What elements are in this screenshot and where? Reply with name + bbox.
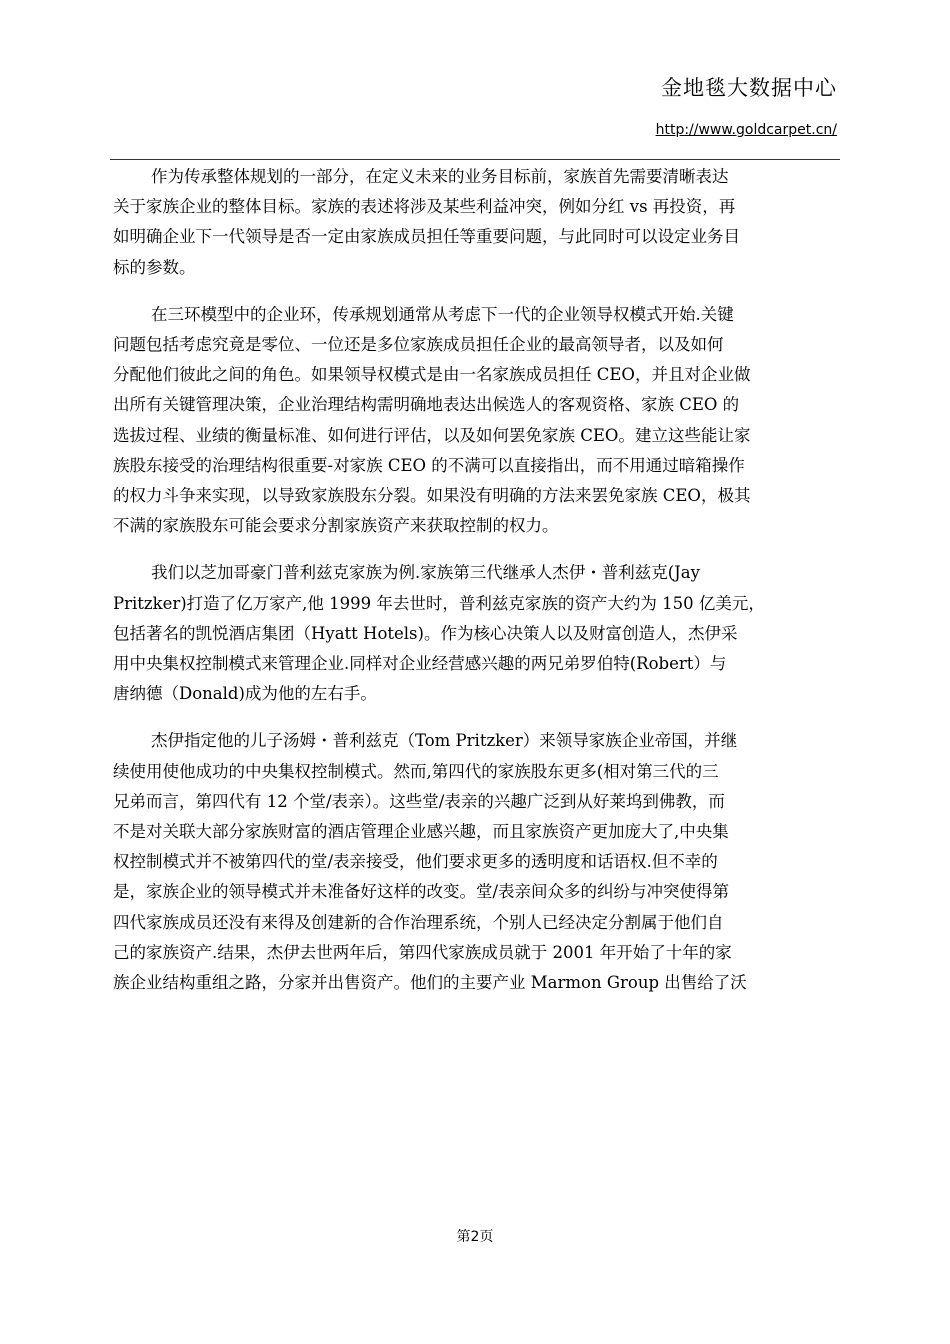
paragraph-line: 出所有关键管理决策，企业治理结构需明确地表达出候选人的客观资格、家族 CEO 的 <box>113 395 740 415</box>
header-title: 金地毯大数据中心 <box>661 76 837 100</box>
paragraph-line: 用中央集权控制模式来管理企业.同样对企业经营感兴趣的两兄弟罗伯特(Robert）与 <box>113 654 727 674</box>
paragraph-line: 权控制模式并不被第四代的堂/表亲接受，他们要求更多的透明度和话语权.但不幸的 <box>113 852 718 872</box>
paragraph-line: 关于家族企业的整体目标。家族的表述将涉及某些利益冲突，例如分红 vs 再投资，再 <box>113 197 736 217</box>
paragraph <box>113 300 835 542</box>
paragraph-line: 的权力斗争来实现，以导致家族股东分裂。如果没有明确的方法来罢免家族 CEO，极其 <box>113 486 751 506</box>
page-number: 第2页 <box>456 1229 494 1245</box>
paragraph-line: 四代家族成员还没有来得及创建新的合作治理系统，个别人已经决定分割属于他们自 <box>113 912 724 932</box>
paragraph-line: 兄弟而言，第四代有 12 个堂/表亲）。这些堂/表亲的兴趣广泛到从好莱坞到佛教，而 <box>113 791 725 811</box>
paragraph <box>113 558 835 709</box>
paragraph <box>113 726 835 998</box>
paragraph-line: 杰伊指定他的儿子汤姆・普利兹克（Tom Pritzker）来领导家族企业帝国，并继 <box>151 731 738 751</box>
paragraph-line: 不满的家族股东可能会要求分割家族资产来获取控制的权力。 <box>113 516 559 536</box>
paragraph-line: Pritzker)打造了亿万家产,他 1999 年去世时，普利兹克家族的资产大约为 150 亿美元， <box>113 593 765 613</box>
paragraph-line: 己的家族资产.结果，杰伊去世两年后，第四代家族成员就于 2001 年开始了十年的家 <box>113 942 732 962</box>
paragraph-line: 包括著名的凯悦酒店集团（Hyatt Hotels)。作为核心决策人以及财富创造人，杰伊采 <box>113 623 738 643</box>
header-url-link[interactable]: http://www.goldcarpet.cn/ <box>655 122 837 138</box>
paragraph-line: 不是对关联大部分家族财富的酒店管理企业感兴趣，而且家族资产更加庞大了,中央集 <box>113 822 729 842</box>
paragraph-line: 唐纳德（Donald)成为他的左右手。 <box>113 684 377 704</box>
paragraph-line: 我们以芝加哥豪门普利兹克家族为例.家族第三代继承人杰伊・普利兹克(Jay <box>151 563 700 583</box>
paragraph-line: 族股东接受的治理结构很重要-对家族 CEO 的不满可以直接指出，而不用通过暗箱操作 <box>113 455 745 475</box>
paragraph-line: 如明确企业下一代领导是否一定由家族成员担任等重要问题，与此同时可以设定业务目 <box>113 227 740 247</box>
paragraph-line: 问题包括考虑究竟是零位、一位还是多位家族成员担任企业的最高领导者，以及如何 <box>113 335 724 355</box>
paragraph-line: 作为传承整体规划的一部分，在定义未来的业务目标前，家族首先需要清晰表达 <box>151 167 729 186</box>
paragraph-line: 是，家族企业的领导模式并未准备好这样的改变。堂/表亲间众多的纠纷与冲突使得第 <box>113 882 730 902</box>
header-divider <box>110 159 840 160</box>
paragraph-line: 族企业结构重组之路，分家并出售资产。他们的主要产业 Marmon Group 出售给了沃 <box>113 973 747 993</box>
paragraph-line: 选拔过程、业绩的衡量标准、如何进行评估，以及如何罢免家族 CEO。建立这些能让家 <box>113 425 751 445</box>
paragraph-line: 在三环模型中的企业环，传承规划通常从考虑下一代的企业领导权模式开始.关键 <box>151 304 734 324</box>
paragraph-line: 分配他们彼此之间的角色。如果领导权模式是由一名家族成员担任 CEO，并且对企业做 <box>113 365 751 385</box>
document-body <box>113 162 835 1015</box>
paragraph <box>113 162 835 283</box>
paragraph-line: 续使用使他成功的中央集权控制模式。然而,第四代的家族股东更多(相对第三代的三 <box>113 761 719 781</box>
paragraph-line: 标的参数。 <box>113 257 196 277</box>
